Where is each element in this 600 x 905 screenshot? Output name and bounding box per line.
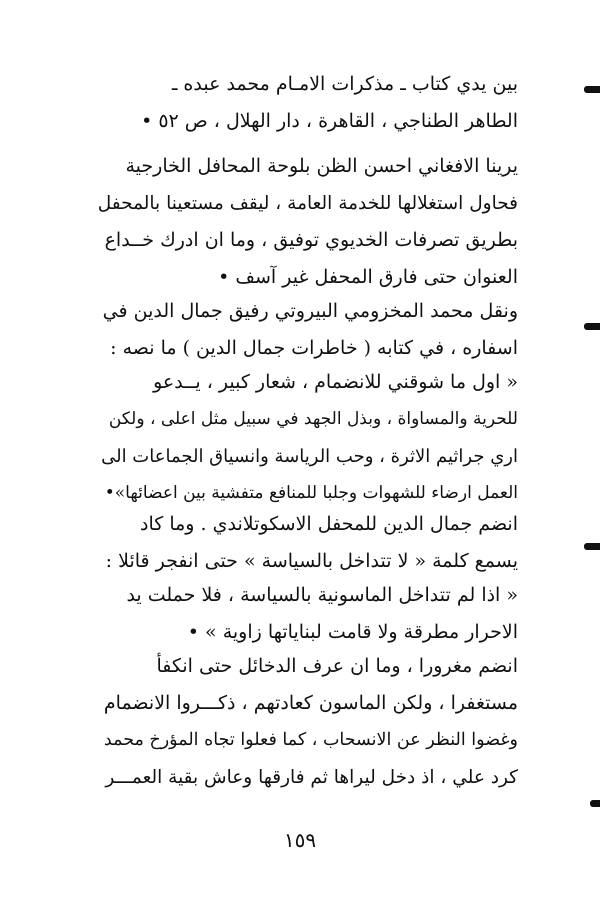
text-line: ونقل محمد المخزومي البيروتي رفيق جمال الدين في bbox=[102, 300, 518, 322]
quote-paragraph-politics bbox=[98, 577, 518, 651]
paragraph-makhzoumi bbox=[98, 293, 518, 367]
text-line: انضم جمال الدين للمحفل الاسكوتلاندي . وما كاد bbox=[140, 513, 518, 535]
text-line: العمل ارضاء للشهوات وجلبا للمنافع متفشية بين اعضائها»• bbox=[104, 483, 518, 503]
scan-edge-mark bbox=[584, 543, 600, 550]
page-number: ١٥٩ bbox=[283, 828, 317, 852]
text-line: للحرية والمساواة ، وبذل الجهد في سبيل مثل اعلى ، ولكن bbox=[108, 409, 518, 429]
text-line: الاحرار مطرقة ولا قامت لبناياتها زاوية » • bbox=[187, 621, 518, 643]
text-line: اسفاره ، في كتابه ( خاطرات جمال الدين ) ما نصه : bbox=[110, 337, 518, 359]
scan-edge-mark bbox=[590, 800, 600, 807]
text-line: بين يدي كتاب ـ مذكرات الامـام محمد عبده ـ bbox=[171, 73, 518, 95]
paragraph-afghani bbox=[98, 148, 518, 296]
scan-edge-mark bbox=[584, 323, 600, 330]
text-line: يسمع كلمة « لا تتداخل بالسياسة » حتى انفجر قائلا : bbox=[105, 550, 518, 572]
text-line: يرينا الافغاني احسن الظن بلوحة المحافل الخارجية bbox=[125, 155, 518, 177]
scan-edge-mark bbox=[584, 86, 600, 93]
text-line: اري جراثيم الاثرة ، وحب الرياسة وانسياق الجماعات الى bbox=[101, 446, 518, 467]
text-line: مستغفرا ، ولكن الماسون كعادتهم ، ذكـــروا الانضمام bbox=[103, 692, 518, 714]
text-line: الطاهر الطناجي ، القاهرة ، دار الهلال ، ص ٥٢ • bbox=[141, 110, 518, 132]
text-line: العنوان حتى فارق المحفل غير آسف • bbox=[218, 266, 518, 288]
text-line: كرد علي ، اذ دخل ليراها ثم فارقها وعاش بقية العمـــر bbox=[105, 767, 518, 788]
text-line: وغضوا النظر عن الانسحاب ، كما فعلوا تجاه المؤرخ محمد bbox=[103, 730, 518, 750]
text-line: بطريق تصرفات الخديوي توفيق ، وما ان ادرك خــداع bbox=[104, 229, 518, 251]
footnote-paragraph bbox=[98, 66, 518, 140]
text-line: « اذا لم تتداخل الماسونية بالسياسة ، فلا حملت يد bbox=[126, 584, 518, 606]
text-line: انضم مغرورا ، وما ان عرف الدخائل حتى انكفأ bbox=[156, 655, 518, 677]
quote-paragraph bbox=[98, 364, 518, 512]
text-line: « اول ما شوقني للانضمام ، شعار كبير ، يــدعو bbox=[153, 371, 518, 393]
text-line: فحاول استغلالها للخدمة العامة ، ليقف مستعينا بالمحفل bbox=[98, 193, 518, 214]
paragraph-scottish-lodge bbox=[98, 506, 518, 580]
paragraph-conclusion bbox=[98, 648, 518, 796]
